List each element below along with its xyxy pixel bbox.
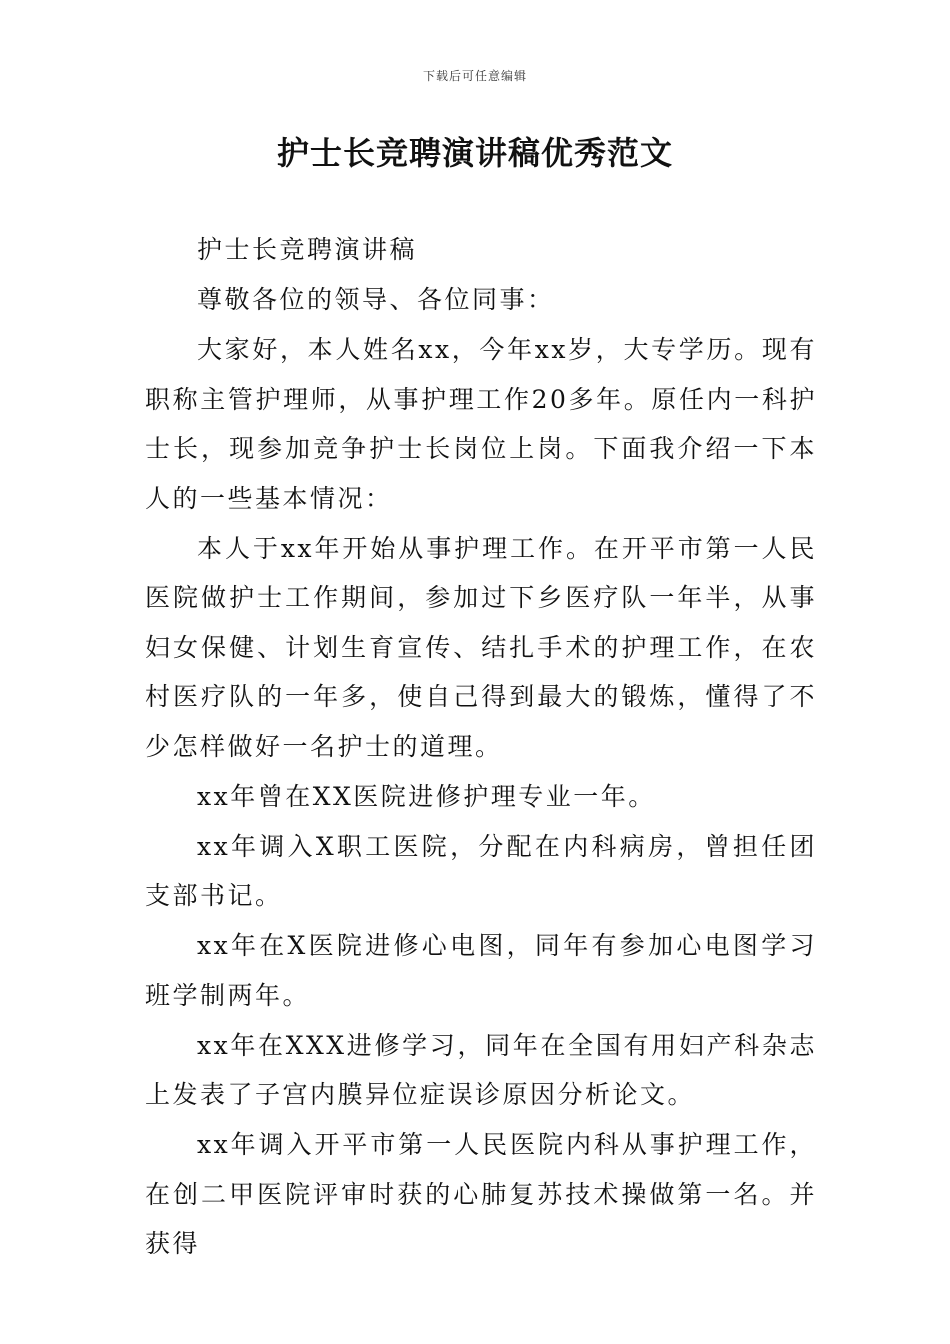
paragraph-introduction: 大家好，本人姓名xx，今年xx岁，大专学历。现有职称主管护理师，从事护理工作20多年。原任内一科护士长，现参加竞争护士长岗位上岗。下面我介绍一下本人的一些基本情况： [145,335,817,513]
paragraph-training-3: xx年在XXX进修学习，同年在全国有用妇产科杂志上发表了子宫内膜异位症误诊原因分析论文。 [145,1030,817,1109]
paragraph-training-2: xx年在X医院进修心电图，同年有参加心电图学习班学制两年。 [145,931,817,1010]
paragraph-salutation: 尊敬各位的领导、各位同事： [197,285,555,314]
paragraph-transfer-1: xx年调入X职工医院，分配在内科病房，曾担任团支部书记。 [145,831,817,910]
document-title: 护士长竞聘演讲稿优秀范文 [276,134,673,172]
paragraph-work-history: 本人于xx年开始从事护理工作。在开平市第一人民医院做护士工作期间，参加过下乡医疗队一年半，从事妇女保健、计划生育宣传、结扎手术的护理工作，在农村医疗队的一年多，使自己得到最大的锻炼，懂得了不少怎样做好一名护士的道理。 [145,533,817,761]
document-body [145,225,817,1269]
paragraph-training-1: xx年曾在XX医院进修护理专业一年。 [197,781,656,811]
header-note: 下载后可任意编辑 [422,69,527,83]
paragraph-speech-title: 护士长竞聘演讲稿 [197,235,418,264]
paragraph-transfer-2: xx年调入开平市第一人民医院内科从事护理工作，在创二甲医院评审时获的心肺复苏技术操做第一名。并获得 [145,1130,817,1258]
